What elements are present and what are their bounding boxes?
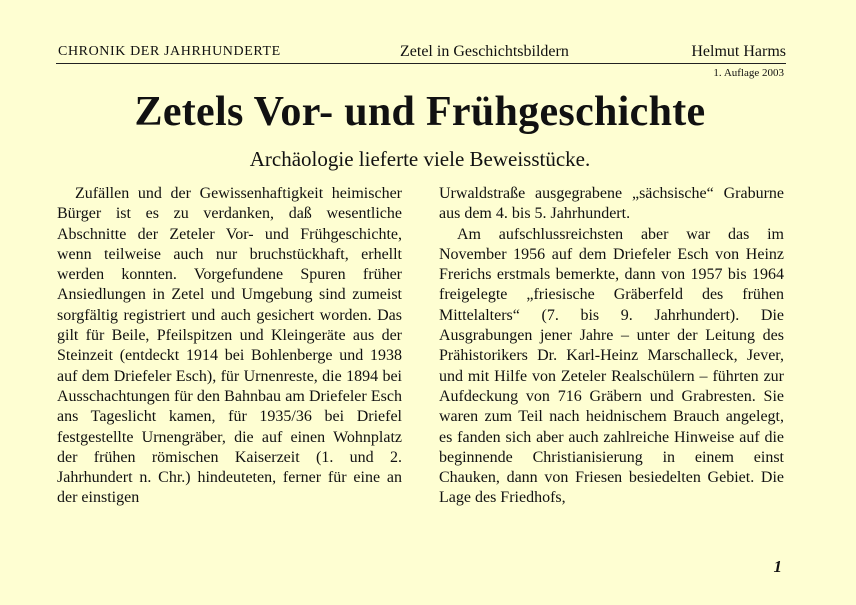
paragraph: Zufällen und der Gewissenhaftigkeit heimischer Bürger ist es zu verdanken, daß wesentliche Abschnitte der Zeteler Vor- und Frühgeschichte, wenn teilweise auch nur bruchstückhaft, erhellt werden konnten. Vorgefundene Spuren früher Ansiedlungen in Zetel und Umgebung sind zumeist sorgfältig registriert und auch gesichert worden. Das gilt für Beile, Pfeilspitzen und Kleingeräte aus der Steinzeit (entdeckt 1914 bei Bohlenberge und 1938 auf dem Driefeler Esch), für Urnenreste, die 1894 bei Ausschachtungen für den Bahnbau am Driefeler Esch ans Tageslicht kamen, für 1935/36 bei Driefel festgestellte Urnengräber, die auf einen Wohnplatz der frühen römischen Kaiserzeit (1. und 2. Jahrhundert n. Chr.) hindeuteten, ferner für eine an der einstigen <box>57 185 402 507</box>
edition-note: 1. Auflage 2003 <box>713 67 784 79</box>
page-number: 1 <box>773 557 782 576</box>
author-name: Helmut Harms <box>691 43 786 60</box>
text-column-right <box>439 184 784 509</box>
paragraph: Am aufschlussreichsten aber war das im November 1956 auf dem Driefeler Esch von Heinz Frerichs erstmals bemerkte, dann von 1957 bis 1964 freigelegte „friesische Gräberfeld des frühen Mittelalters“ (7. bis 9. Jahrhundert). Die Ausgrabungen jener Jahre – unter der Leitung des Prähistorikers Dr. Karl-Heinz Marschalleck, Jever, und mit Hilfe von Zeteler Realschülern – führten zur Aufdeckung von 716 Gräbern und Grabresten. Sie waren zum Teil nach heidnischem Brauch angelegt, es fanden sich aber auch zahlreiche Hinweise auf die beginnende Christianisierung in einem einst Chauken, dann von Friesen besiedelten Gebiet. Die Lage des Friedhofs, <box>439 225 784 507</box>
text-column-left <box>57 184 402 509</box>
paragraph: Urwaldstraße ausgegrabene „sächsische“ Graburne aus dem 4. bis 5. Jahrhundert. <box>439 185 784 223</box>
series-title: CHRONIK DER JAHRHUNDERTE <box>58 44 281 59</box>
running-header <box>56 43 786 64</box>
article-subtitle: Archäologie lieferte viele Beweisstücke. <box>249 147 591 171</box>
article-title: Zetels Vor- und Frühgeschichte <box>134 89 706 135</box>
book-title: Zetel in Geschichtsbildern <box>400 43 569 60</box>
